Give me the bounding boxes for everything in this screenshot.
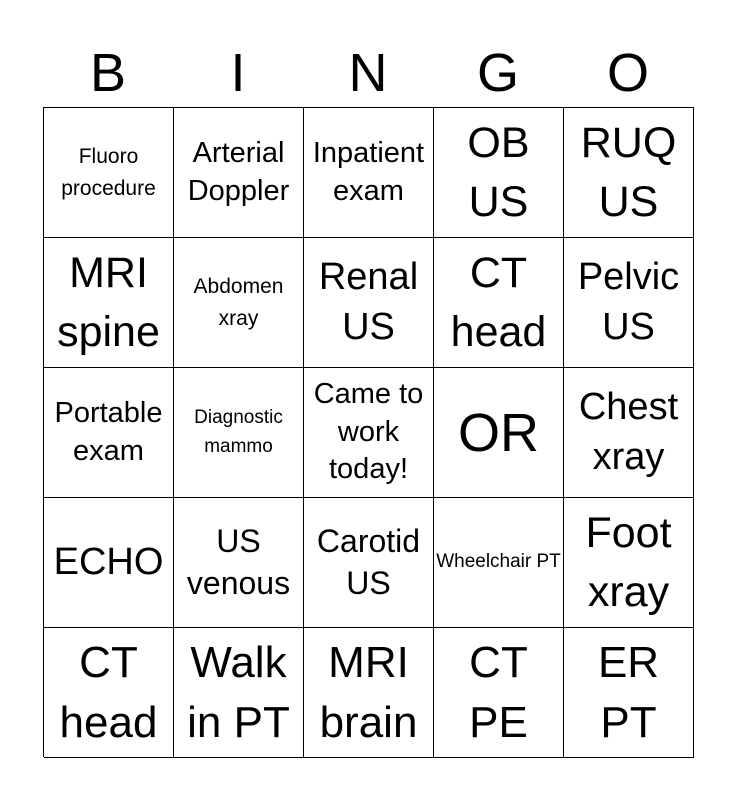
cell-label: CT head	[450, 249, 547, 356]
cell-label: Inpatient exam	[312, 136, 425, 207]
cell-label: CT PE	[469, 638, 528, 747]
bingo-cell-r4c2[interactable]	[174, 498, 304, 628]
header-letter-i: I	[230, 43, 246, 103]
header-letter-n: N	[348, 43, 388, 103]
bingo-cell-r3c2[interactable]	[174, 368, 304, 498]
cell-label: Portable exam	[54, 396, 163, 467]
cell-label: Chest xray	[578, 386, 679, 478]
cell-label: Abdomen xray	[193, 275, 284, 330]
cell-label: Wheelchair PT	[436, 551, 561, 573]
cell-label: Fluoro procedure	[61, 145, 156, 200]
cell-label: MRI brain	[319, 638, 418, 747]
bingo-cell-r5c5[interactable]	[564, 628, 694, 758]
bingo-cell-r2c1[interactable]	[44, 238, 174, 368]
cell-label: CT head	[59, 638, 158, 747]
bingo-cell-r5c2[interactable]	[174, 628, 304, 758]
bingo-cell-r3c3[interactable]	[304, 368, 434, 498]
bingo-cell-r5c3[interactable]	[304, 628, 434, 758]
cell-label: Carotid US	[316, 522, 421, 601]
bingo-cell-r4c4[interactable]	[434, 498, 564, 628]
cell-label: Pelvic US	[577, 256, 680, 348]
cell-label: Arterial Doppler	[187, 136, 290, 207]
cell-label: Diagnostic mammo	[194, 407, 283, 457]
header-letter-g: G	[476, 43, 519, 103]
bingo-cell-r4c5[interactable]	[564, 498, 694, 628]
cell-label: US venous	[186, 522, 291, 601]
bingo-cell-r3c1[interactable]	[44, 368, 174, 498]
cell-label: ECHO	[53, 540, 164, 583]
bingo-cell-r2c3[interactable]	[304, 238, 434, 368]
bingo-cell-r5c1[interactable]	[44, 628, 174, 758]
cell-label: ER PT	[597, 638, 660, 747]
cell-label: RUQ US	[580, 119, 677, 226]
cell-label: Foot xray	[585, 509, 672, 616]
bingo-cell-r5c4[interactable]	[434, 628, 564, 758]
bingo-cell-r1c3[interactable]	[304, 108, 434, 238]
header-letter-b: B	[89, 43, 127, 103]
header-letter-o: O	[606, 43, 649, 103]
bingo-cell-r1c2[interactable]	[174, 108, 304, 238]
bingo-board	[43, 107, 694, 757]
bingo-cell-r1c1[interactable]	[44, 108, 174, 238]
bingo-cell-r2c5[interactable]	[564, 238, 694, 368]
cell-label: Came to work today!	[313, 377, 424, 486]
bingo-header	[43, 40, 693, 106]
bingo-cell-r4c1[interactable]	[44, 498, 174, 628]
bingo-cell-r4c3[interactable]	[304, 498, 434, 628]
bingo-cell-r2c2[interactable]	[174, 238, 304, 368]
cell-label: OR	[458, 402, 539, 463]
bingo-cell-r3c4[interactable]	[434, 368, 564, 498]
cell-label: Walk in PT	[187, 638, 290, 747]
bingo-cell-r1c4[interactable]	[434, 108, 564, 238]
cell-label: MRI spine	[57, 249, 160, 356]
cell-label: Renal US	[318, 256, 419, 348]
cell-label: OB US	[467, 119, 530, 226]
bingo-cell-r1c5[interactable]	[564, 108, 694, 238]
bingo-cell-r2c4[interactable]	[434, 238, 564, 368]
bingo-cell-r3c5[interactable]	[564, 368, 694, 498]
